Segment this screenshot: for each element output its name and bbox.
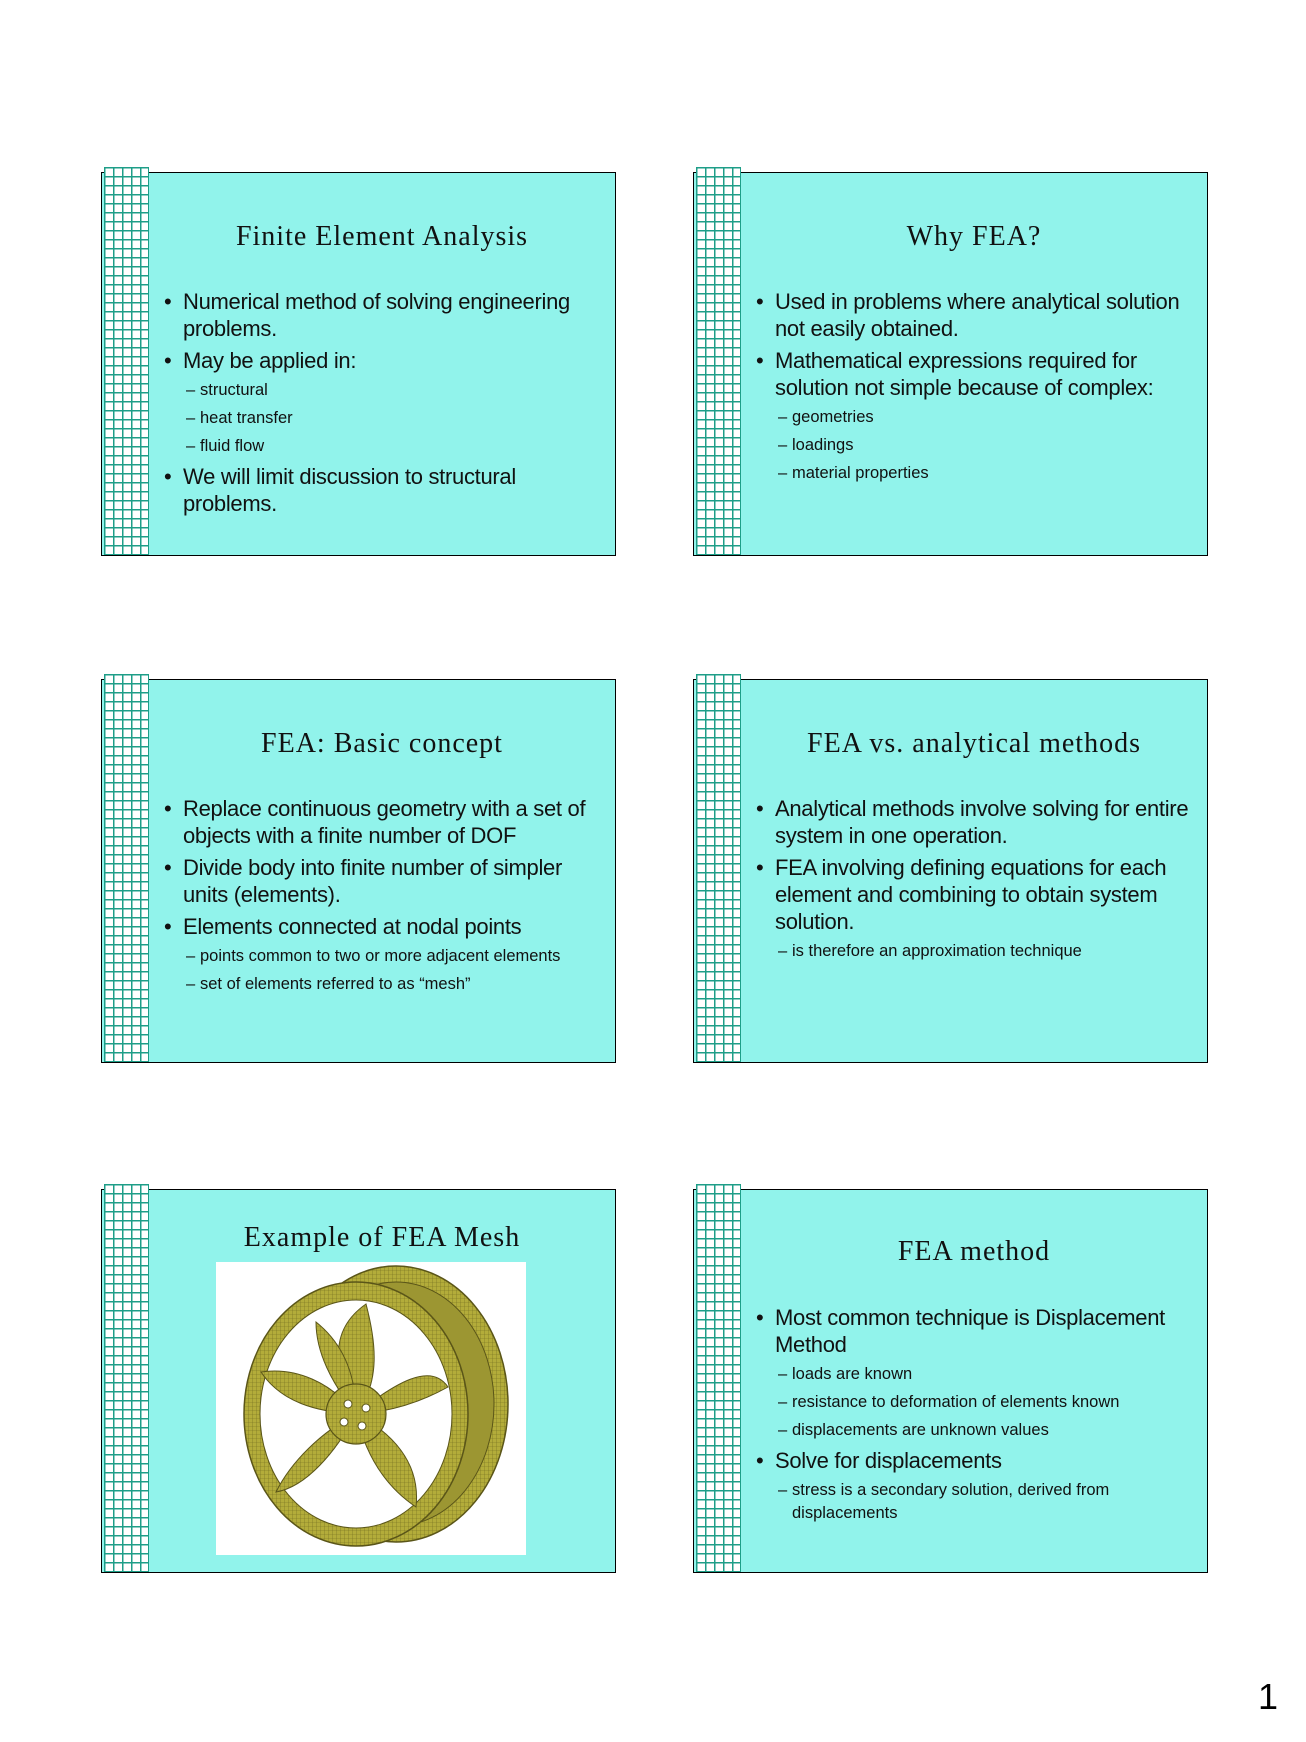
bullet: • Solve for displacements [754, 1447, 1195, 1474]
bullet: • Analytical methods involve solving for entire system in one operation. [754, 795, 1195, 849]
slide-why-fea [693, 172, 1208, 556]
slide-finite-element-analysis [101, 172, 616, 556]
sub-bullet: – set of elements referred to as “mesh” [162, 973, 603, 996]
page-number: 1 [1257, 1676, 1278, 1717]
bullet: • Elements connected at nodal points [162, 913, 603, 940]
wheel-mesh-image [216, 1262, 526, 1555]
slide-title: FEA method [897, 1236, 1051, 1267]
bullet: • Numerical method of solving engineering problems. [162, 288, 603, 342]
sub-bullet: – structural [162, 379, 603, 402]
slide-example-mesh [101, 1189, 616, 1573]
slide-body [754, 795, 1195, 968]
sub-bullet: – stress is a secondary solution, derived from displacements [754, 1479, 1195, 1525]
sub-bullet: – material properties [754, 462, 1195, 485]
bullet: • Divide body into finite number of simpler units (elements). [162, 854, 603, 908]
grid-decoration [104, 674, 149, 1062]
slide-title: Finite Element Analysis [235, 221, 529, 252]
bullet: • FEA involving defining equations for each element and combining to obtain system solution. [754, 854, 1195, 935]
sub-bullet: – loads are known [754, 1363, 1195, 1386]
slide-title: Example of FEA Mesh [243, 1222, 521, 1253]
bullet: • Replace continuous geometry with a set of objects with a finite number of DOF [162, 795, 603, 849]
grid-decoration [696, 674, 741, 1062]
sub-bullet: – is therefore an approximation technique [754, 940, 1195, 963]
bullet: • Used in problems where analytical solution not easily obtained. [754, 288, 1195, 342]
grid-decoration [696, 1184, 741, 1572]
grid-decoration [104, 167, 149, 555]
sub-bullet: – points common to two or more adjacent elements [162, 945, 603, 968]
slide-body [162, 288, 603, 522]
sub-bullet: – geometries [754, 406, 1195, 429]
slide-body [754, 1304, 1195, 1530]
slide-body [754, 288, 1195, 490]
slide-body [162, 795, 603, 1001]
slide-fea-basic-concept [101, 679, 616, 1063]
bullet: • Mathematical expressions required for solution not simple because of complex: [754, 347, 1195, 401]
slide-fea-method [693, 1189, 1208, 1573]
slide-fea-vs-analytical [693, 679, 1208, 1063]
sub-bullet: – displacements are unknown values [754, 1419, 1195, 1442]
sub-bullet: – loadings [754, 434, 1195, 457]
grid-decoration [696, 167, 741, 555]
bullet: • We will limit discussion to structural problems. [162, 463, 603, 517]
sub-bullet: – resistance to deformation of elements known [754, 1391, 1195, 1414]
bullet: • May be applied in: [162, 347, 603, 374]
grid-decoration [104, 1184, 149, 1572]
bullet: • Most common technique is Displacement Method [754, 1304, 1195, 1358]
sub-bullet: – fluid flow [162, 435, 603, 458]
sub-bullet: – heat transfer [162, 407, 603, 430]
slide-title: FEA vs. analytical methods [807, 728, 1141, 759]
slide-title: Why FEA? [906, 221, 1042, 252]
slide-title: FEA: Basic concept [261, 728, 503, 759]
